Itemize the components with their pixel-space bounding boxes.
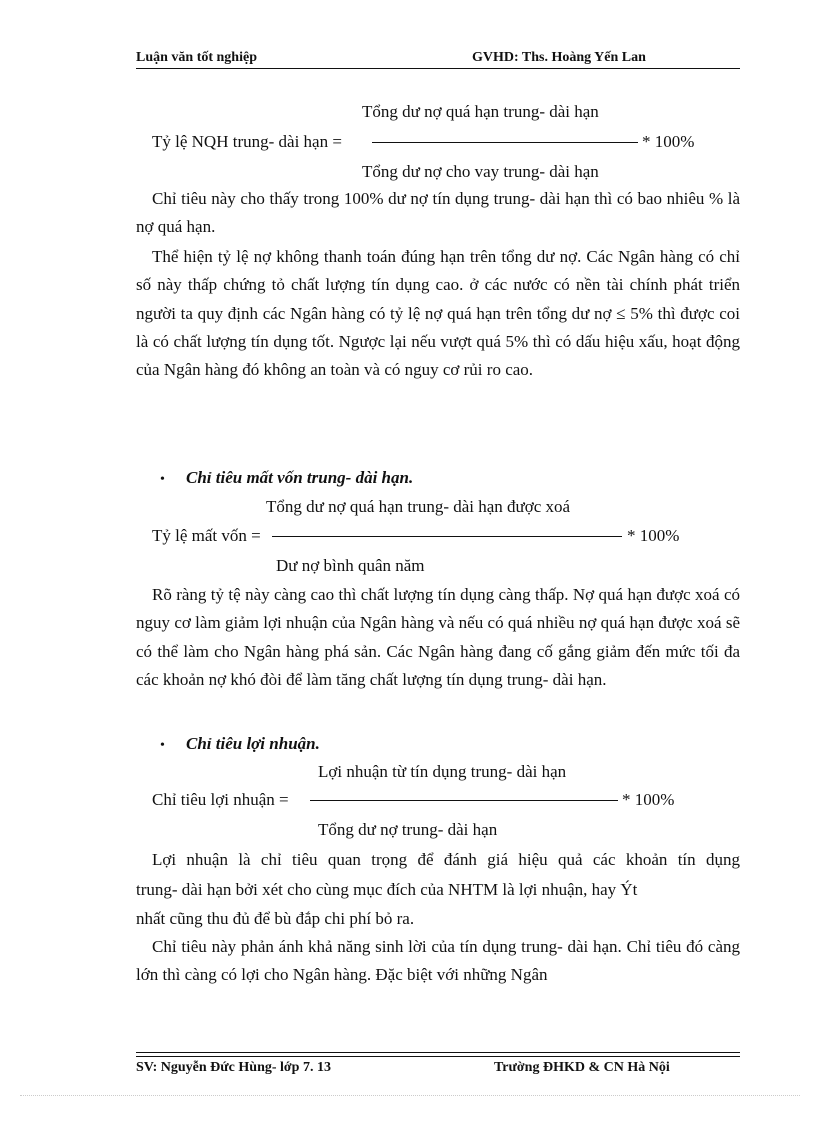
footer-rule bbox=[136, 1056, 740, 1057]
header-advisor: GVHD: Ths. Hoàng Yến Lan bbox=[472, 50, 646, 65]
bullet-icon: • bbox=[160, 472, 165, 487]
formula3-fraction-line bbox=[310, 800, 618, 801]
paragraph-4-line-1: Lợi nhuận là chỉ tiêu quan trọng để đánh giá hiệu quả các khoản tín dụng bbox=[152, 850, 740, 869]
paragraph-3: Rõ ràng tỷ tệ này càng cao thì chất lượng tín dụng càng thấp. Nợ quá hạn được xoá có nguy cơ làm giảm lợi nhuận của Ngân hàng và nếu có quá nhiều nợ quá hạn được xoá sẽ có thể làm cho Ngân hàng phá sản. Các Ngân hàng đang cố gắng giảm đến mức tối đa các khoản nợ khó đòi để làm tăng chất lượng tín dụng trung- dài hạn. bbox=[136, 585, 740, 689]
formula1-multiplier: * 100% bbox=[642, 132, 695, 151]
page-footer bbox=[136, 1060, 740, 1080]
footer-student: SV: Nguyễn Đức Hùng- lớp 7. 13 bbox=[136, 1060, 331, 1075]
formula3-denominator: Tổng dư nợ trung- dài hạn bbox=[318, 820, 498, 839]
formula2-label: Tỷ lệ mất vốn = bbox=[152, 526, 261, 545]
section-heading-capital-loss: Chỉ tiêu mất vốn trung- dài hạn. bbox=[186, 468, 414, 487]
formula2-multiplier: * 100% bbox=[627, 526, 680, 545]
formula1-numerator: Tổng dư nợ quá hạn trung- dài hạn bbox=[362, 102, 599, 121]
section-heading-profit: Chỉ tiêu lợi nhuận. bbox=[186, 734, 320, 753]
formula2-denominator: Dư nợ bình quân năm bbox=[276, 556, 425, 575]
formula3-label: Chỉ tiêu lợi nhuận = bbox=[152, 790, 289, 809]
formula2-fraction-line bbox=[272, 536, 622, 537]
paragraph-4-line-2: trung- dài hạn bởi xét cho cùng mục đích của NHTM là lợi nhuận, hay Ýt bbox=[136, 880, 638, 899]
page-header bbox=[136, 50, 740, 70]
paragraph-1: Chỉ tiêu này cho thấy trong 100% dư nợ tín dụng trung- dài hạn thì có bao nhiêu % là nợ quá hạn. bbox=[136, 189, 740, 237]
formula1-label: Tỷ lệ NQH trung- dài hạn = bbox=[152, 132, 342, 151]
bullet-icon: • bbox=[160, 738, 165, 753]
page-edge-divider bbox=[20, 1095, 800, 1096]
header-title: Luận văn tốt nghiệp bbox=[136, 50, 257, 65]
formula1-denominator: Tổng dư nợ cho vay trung- dài hạn bbox=[362, 162, 599, 181]
paragraph-2: Thể hiện tỷ lệ nợ không thanh toán đúng hạn trên tổng dư nợ. Các Ngân hàng có chỉ số này thấp chứng tỏ chất lượng tín dụng cao. ở các nước có nền tài chính phát triển người ta quy định các Ngân hàng có tỷ lệ nợ quá hạn trên tổng dư nợ ≤ 5% thì được coi là có chất lượng tín dụng tốt. Ngược lại nếu vượt quá 5% thì có dấu hiệu xấu, hoạt động của Ngân hàng đó không an toàn và có nguy cơ rủi ro cao. bbox=[136, 247, 740, 380]
formula3-numerator: Lợi nhuận từ tín dụng trung- dài hạn bbox=[318, 762, 567, 781]
footer-rule bbox=[136, 1052, 740, 1053]
footer-school: Trường ĐHKD & CN Hà Nội bbox=[494, 1060, 670, 1075]
formula2-numerator: Tổng dư nợ quá hạn trung- dài hạn được xoá bbox=[266, 497, 571, 516]
formula3-multiplier: * 100% bbox=[622, 790, 675, 809]
paragraph-4-line-3: nhất cũng thu đủ để bù đắp chi phí bỏ ra. bbox=[136, 909, 415, 928]
formula1-fraction-line bbox=[372, 142, 638, 143]
paragraph-5: Chỉ tiêu này phản ánh khả năng sinh lời của tín dụng trung- dài hạn. Chỉ tiêu đó càng lớn thì càng có lợi cho Ngân hàng. Đặc biệt với những Ngân bbox=[136, 937, 740, 985]
header-rule bbox=[136, 68, 740, 69]
